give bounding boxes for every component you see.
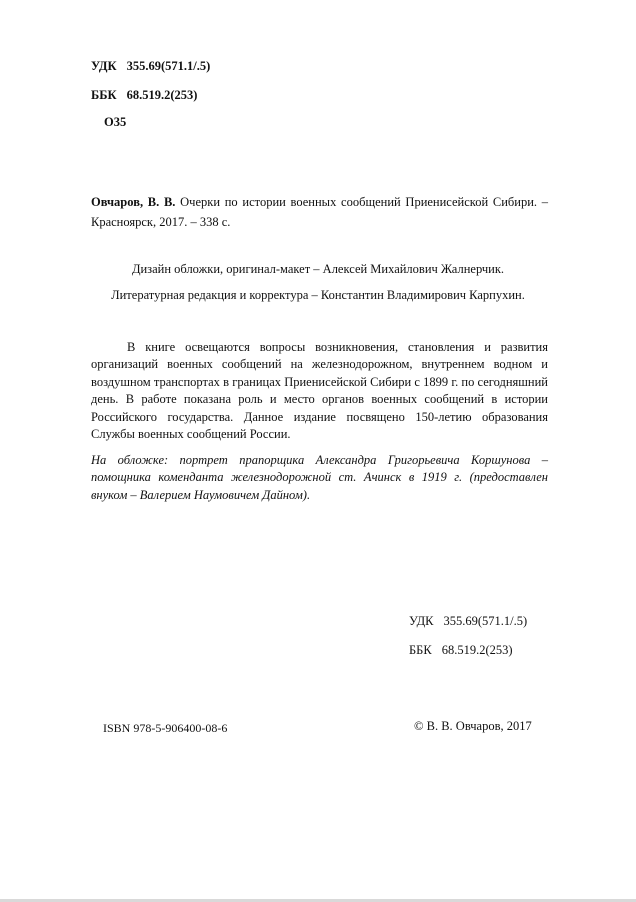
udk-code-bottom (409, 614, 527, 629)
udk-value: 355.69(571.1/.5) (443, 614, 528, 628)
bbk-value: 68.519.2(253) (126, 88, 198, 102)
bbk-label: ББК (409, 643, 432, 657)
udk-label: УДК (91, 59, 117, 73)
record-author: Овчаров, В. В. (91, 195, 176, 209)
copyright: © В. В. Овчаров, 2017 (414, 719, 532, 733)
author-mark: О35 (104, 115, 127, 129)
annotation-text: В книге освещаются вопросы возникновения, становления и развития организаций военных сообщений на железнодорожном, внутреннем водном и воздушном транспортах в границах Приенисейской Сибири с 1899 г. по сегодняшний день. В работе показана роль и место органов военных сообщений в истории Российского государства. Данное издание посвящено 150-летию образования Службы военных сообщений России. (91, 340, 548, 442)
bbk-value: 68.519.2(253) (441, 643, 513, 657)
credit-editor: Литературная редакция и корректура – Константин Владимирович Карпухин. (111, 288, 525, 302)
isbn: ISBN 978-5-906400-08-6 (103, 721, 228, 735)
cover-note-text: На обложке: портрет прапорщика Александра Григорьевича Коршунова – помощника коменданта железнодорожной ст. Ачинск в 1919 г. (предоставлен внуком – Валерием Наумовичем Дайном). (91, 453, 548, 502)
udk-label: УДК (409, 614, 434, 628)
annotation (91, 339, 548, 443)
udk-value: 355.69(571.1/.5) (126, 59, 211, 73)
bbk-label: ББК (91, 88, 117, 102)
bbk-code-bottom (409, 643, 513, 658)
cover-note (91, 452, 548, 504)
bibliographic-record (91, 192, 548, 232)
udk-code-top (91, 59, 210, 74)
bbk-code-top (91, 88, 197, 103)
record-text: Очерки по истории военных сообщений Приенисейской Сибири. – Красноярск, 2017. – 338 с. (91, 195, 548, 229)
credit-design: Дизайн обложки, оригинал-макет – Алексей Михайлович Жалнерчик. (131, 262, 505, 276)
